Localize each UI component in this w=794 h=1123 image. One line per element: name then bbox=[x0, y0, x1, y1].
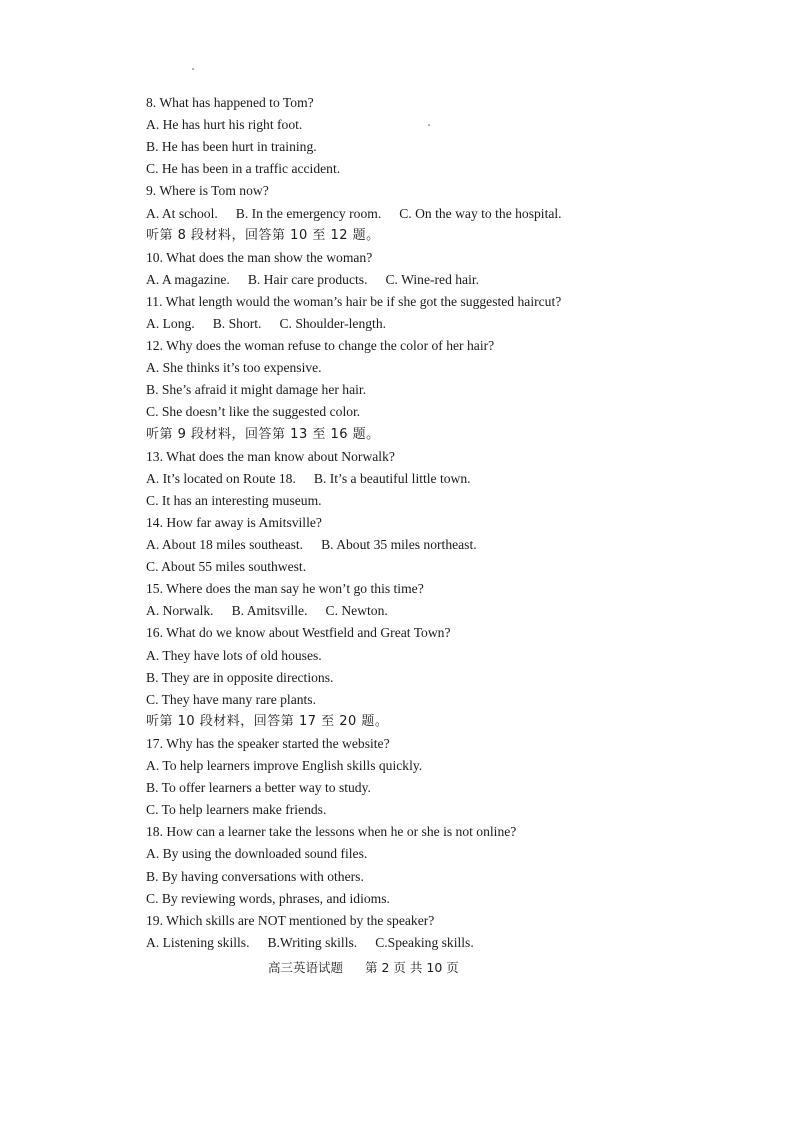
question-text: 17. Why has the speaker started the website? bbox=[146, 736, 390, 751]
answer-option: B. She’s afraid it might damage her hair. bbox=[146, 382, 367, 397]
answer-option: A. He has hurt his right foot. bbox=[146, 117, 303, 132]
question-text: 15. Where does the man say he won’t go this time? bbox=[146, 581, 424, 596]
answer-option: B. About 35 miles northeast. bbox=[321, 537, 477, 552]
answer-option: B. In the emergency room. bbox=[235, 206, 382, 221]
answer-option: A. By using the downloaded sound files. bbox=[146, 846, 368, 861]
option-row bbox=[146, 470, 471, 488]
question-text: 19. Which skills are NOT mentioned by the speaker? bbox=[146, 913, 435, 928]
answer-option: C. By reviewing words, phrases, and idioms. bbox=[146, 891, 390, 906]
answer-option: A. She thinks it’s too expensive. bbox=[146, 360, 322, 375]
answer-option: A. At school. bbox=[146, 206, 218, 221]
answer-option: B. Short. bbox=[212, 316, 262, 331]
answer-option: C. About 55 miles southwest. bbox=[146, 559, 307, 574]
answer-option: A. Norwalk. bbox=[146, 603, 214, 618]
answer-option: C. To help learners make friends. bbox=[146, 802, 327, 817]
answer-option: B. Hair care products. bbox=[247, 272, 368, 287]
answer-option: A. They have lots of old houses. bbox=[146, 648, 322, 663]
answer-option: A. A magazine. bbox=[146, 272, 230, 287]
answer-option: C. It has an interesting museum. bbox=[146, 493, 322, 508]
answer-option: C. On the way to the hospital. bbox=[399, 206, 562, 221]
option-row bbox=[146, 205, 562, 223]
answer-option: C. They have many rare plants. bbox=[146, 692, 316, 707]
question-text: 16. What do we know about Westfield and Great Town? bbox=[146, 625, 451, 640]
answer-option: B. To offer learners a better way to study. bbox=[146, 780, 371, 795]
answer-option: B. Amitsville. bbox=[231, 603, 308, 618]
answer-option: C. She doesn’t like the suggested color. bbox=[146, 404, 361, 419]
question-text: 8. What has happened to Tom? bbox=[146, 95, 314, 110]
option-row bbox=[146, 271, 479, 289]
section-instruction: 听第 10 段材料，回答第 17 至 20 题。 bbox=[146, 714, 389, 729]
answer-option: A. About 18 miles southeast. bbox=[146, 537, 304, 552]
answer-option: C. He has been in a traffic accident. bbox=[146, 161, 341, 176]
question-text: 10. What does the man show the woman? bbox=[146, 250, 373, 265]
answer-option: B.Writing skills. bbox=[267, 935, 358, 950]
scan-speck bbox=[192, 68, 194, 70]
answer-option: B. It’s a beautiful little town. bbox=[313, 471, 471, 486]
answer-option: C. Wine-red hair. bbox=[385, 272, 480, 287]
footer-title: 高三英语试题 bbox=[268, 960, 344, 975]
question-text: 14. How far away is Amitsville? bbox=[146, 515, 322, 530]
answer-option: B. By having conversations with others. bbox=[146, 869, 364, 884]
answer-option: A. Long. bbox=[146, 316, 195, 331]
answer-option: C. Shoulder-length. bbox=[279, 316, 387, 331]
option-row bbox=[146, 602, 388, 620]
scan-speck bbox=[428, 124, 430, 126]
answer-option: A. It’s located on Route 18. bbox=[146, 471, 296, 486]
option-row bbox=[146, 536, 477, 554]
option-row bbox=[146, 934, 474, 952]
section-instruction: 听第 9 段材料，回答第 13 至 16 题。 bbox=[146, 427, 380, 442]
footer-page-number: 第 2 页 共 10 页 bbox=[365, 960, 459, 975]
answer-option: B. They are in opposite directions. bbox=[146, 670, 334, 685]
page-footer bbox=[268, 958, 459, 976]
answer-option: A. Listening skills. bbox=[146, 935, 250, 950]
question-text: 12. Why does the woman refuse to change the color of her hair? bbox=[146, 338, 495, 353]
question-text: 9. Where is Tom now? bbox=[146, 183, 269, 198]
answer-option: C.Speaking skills. bbox=[375, 935, 474, 950]
question-text: 18. How can a learner take the lessons when he or she is not online? bbox=[146, 824, 517, 839]
question-text: 13. What does the man know about Norwalk? bbox=[146, 449, 395, 464]
answer-option: B. He has been hurt in training. bbox=[146, 139, 317, 154]
question-text: 11. What length would the woman’s hair be if she got the suggested haircut? bbox=[146, 294, 562, 309]
option-row bbox=[146, 315, 386, 333]
section-instruction: 听第 8 段材料，回答第 10 至 12 题。 bbox=[146, 228, 380, 243]
answer-option: C. Newton. bbox=[325, 603, 388, 618]
answer-option: A. To help learners improve English skills quickly. bbox=[146, 758, 423, 773]
